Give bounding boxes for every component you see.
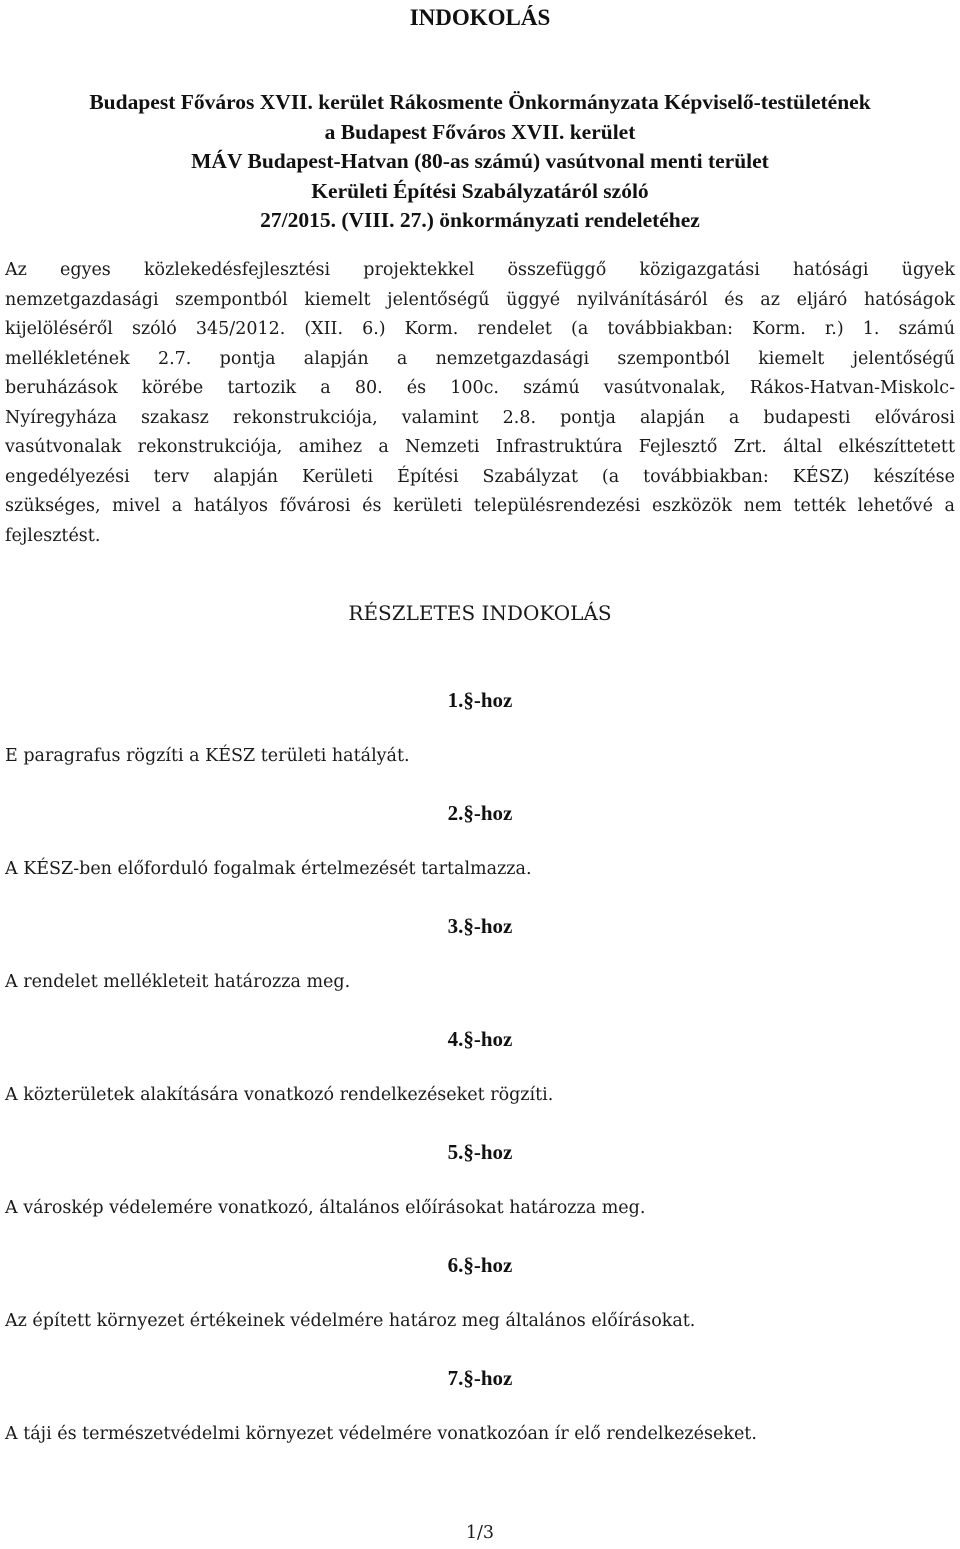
intro-line: fejlesztést.	[5, 525, 101, 546]
section-symbol: §	[463, 1366, 474, 1390]
intro-paragraph	[5, 256, 955, 551]
section-text-3: A rendelet mellékleteit határozza meg.	[5, 972, 351, 992]
section-symbol: §	[463, 688, 474, 712]
subtitle-line: Budapest Főváros XVII. kerület Rákosmente Önkormányzata Képviselő-testületének	[89, 90, 871, 114]
section-number: 6.	[447, 1253, 464, 1277]
section-number: 3.	[447, 914, 464, 938]
subtitle-line: a Budapest Főváros XVII. kerület	[324, 119, 636, 144]
intro-line: szükséges, mivel a hatályos fővárosi és kerületi településrendezési eszközök nem tették lehetővé a	[5, 496, 955, 516]
section-symbol: §	[463, 1140, 474, 1164]
section-suffix: -hoz	[473, 801, 513, 825]
section-heading-7	[0, 1364, 960, 1392]
section-heading-1	[0, 686, 960, 714]
intro-line: engedélyezési terv alapján Kerületi Építési Szabályzat (a továbbiakban: KÉSZ) készítése	[5, 466, 955, 487]
section-suffix: -hoz	[473, 914, 513, 938]
section-text-6: Az épített környezet értékeinek védelmére határoz meg általános előírásokat.	[5, 1311, 696, 1331]
intro-line: mellékletének 2.7. pontja alapján a nemzetgazdasági szempontból kiemelt jelentőségű	[5, 348, 955, 369]
section-heading-3	[0, 912, 960, 940]
section-number: 7.	[447, 1366, 464, 1390]
section-heading-6	[0, 1251, 960, 1279]
section-number: 1.	[447, 688, 464, 712]
section-heading-5	[0, 1138, 960, 1166]
section-suffix: -hoz	[473, 1366, 513, 1390]
section-text-2: A KÉSZ-ben előforduló fogalmak értelmezését tartalmazza.	[5, 859, 532, 879]
section-text-7: A táji és természetvédelmi környezet védelmére vonatkozóan ír elő rendelkezéseket.	[5, 1424, 757, 1444]
section-heading-2	[0, 799, 960, 827]
intro-line: Az egyes közlekedésfejlesztési projektekkel összefüggő közigazgatási hatósági ügyek	[5, 260, 955, 280]
section-text-5: A városkép védelemére vonatkozó, általános előírásokat határozza meg.	[5, 1198, 646, 1218]
section-number: 2.	[447, 801, 464, 825]
section-text-1: E paragrafus rögzíti a KÉSZ területi hatályát.	[5, 746, 410, 766]
section-title: RÉSZLETES INDOKOLÁS	[348, 601, 612, 625]
section-heading-4	[0, 1025, 960, 1053]
document-title: INDOKOLÁS	[409, 5, 551, 30]
document-subtitle	[0, 88, 960, 236]
section-symbol: §	[463, 1027, 474, 1051]
intro-line: Nyíregyháza szakasz rekonstrukciója, valamint 2.8. pontja alapján a budapesti elővárosi	[5, 407, 955, 428]
subtitle-line: 27/2015. (VIII. 27.) önkormányzati rendeletéhez	[260, 208, 700, 232]
intro-line: nemzetgazdasági szempontból kiemelt jelentőségű üggyé nyilvánításáról és az eljáró hatóságok	[5, 289, 955, 310]
section-suffix: -hoz	[473, 688, 513, 712]
subtitle-line: MÁV Budapest-Hatvan (80-as számú) vasútvonal menti terület	[191, 149, 769, 173]
section-symbol: §	[463, 801, 474, 825]
section-suffix: -hoz	[473, 1027, 513, 1051]
section-suffix: -hoz	[473, 1140, 513, 1164]
subtitle-line: Kerületi Építési Szabályzatáról szóló	[311, 178, 649, 203]
section-text-4: A közterületek alakítására vonatkozó rendelkezéseket rögzíti.	[5, 1085, 554, 1105]
intro-line: kijelöléséről szóló 345/2012. (XII. 6.) Korm. rendelet (a továbbiakban: Korm. r.) 1. számú	[5, 319, 955, 339]
section-number: 4.	[447, 1027, 464, 1051]
page-number: 1/3	[465, 1523, 495, 1543]
section-symbol: §	[463, 1253, 474, 1277]
section-suffix: -hoz	[473, 1253, 513, 1277]
section-symbol: §	[463, 914, 474, 938]
intro-line: beruházások körébe tartozik a 80. és 100c. számú vasútvonalak, Rákos-Hatvan-Miskolc-	[5, 378, 955, 398]
intro-line: vasútvonalak rekonstrukciója, amihez a Nemzeti Infrastruktúra Fejlesztő Zrt. által elkészíttetett	[5, 437, 955, 457]
section-number: 5.	[447, 1140, 464, 1164]
